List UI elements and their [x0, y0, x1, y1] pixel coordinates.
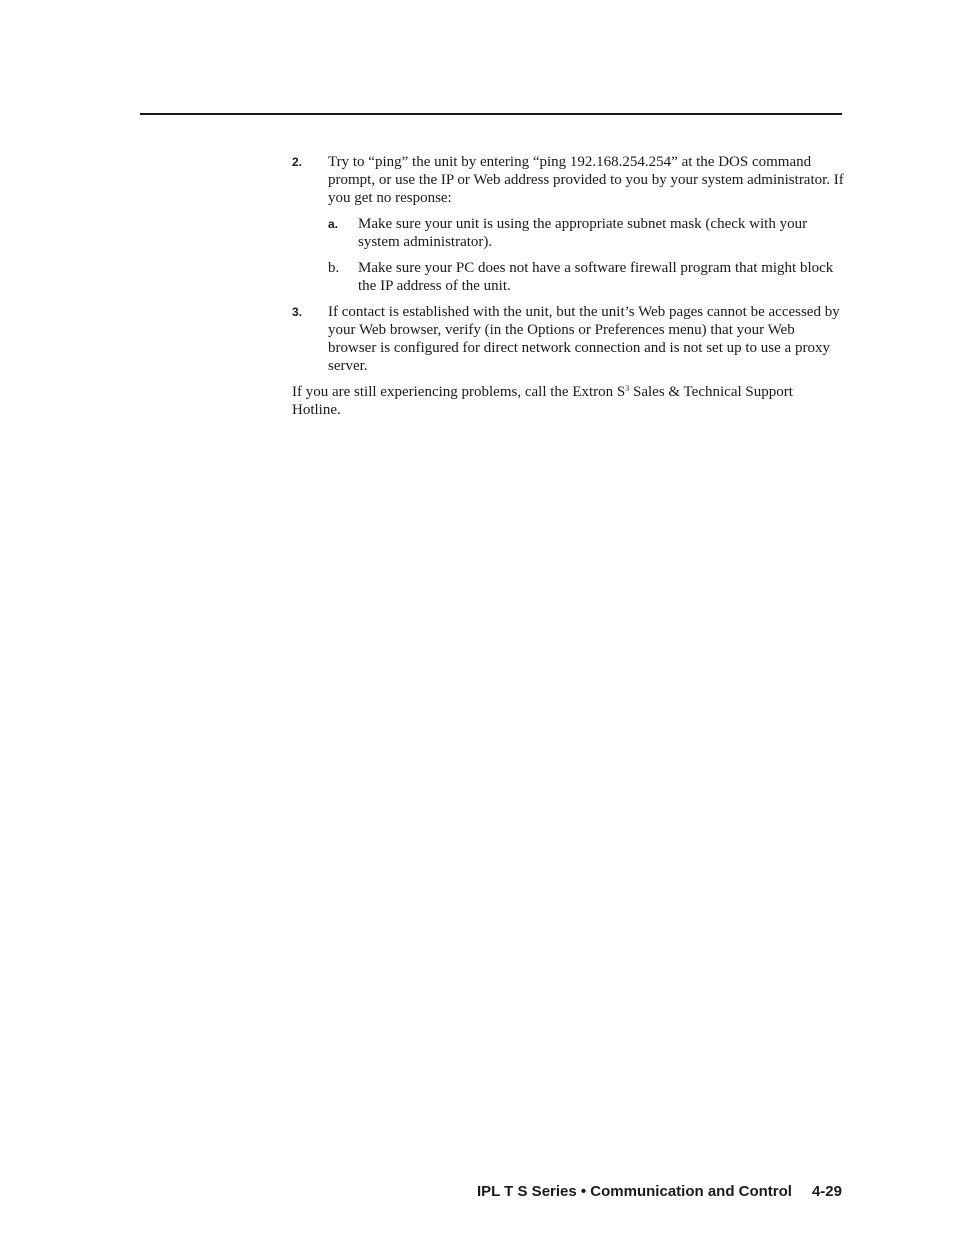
- substep-item: [328, 259, 844, 295]
- step-text: Try to “ping” the unit by entering “ping 192.168.254.254” at the DOS command prompt, or use the IP or Web address provided to you by your system administrator. If you get no response:: [328, 154, 844, 206]
- footer-title: IPL T S Series • Communication and Control: [476, 1183, 792, 1200]
- substep-text: Make sure your PC does not have a software firewall program that might block the IP address of the unit.: [358, 260, 834, 294]
- closing-superscript: 3: [625, 384, 630, 393]
- step-item: [292, 153, 844, 295]
- step-number: 3.: [292, 305, 303, 319]
- closing-text-end: Sales & Technical Support Hotline.: [292, 384, 793, 418]
- page-number: 4-29: [811, 1183, 842, 1200]
- substep-item: [328, 215, 844, 251]
- closing-text-start: If you are still experiencing problems, call the Extron S: [292, 384, 626, 400]
- substep-text: Make sure your unit is using the appropriate subnet mask (check with your system administrator).: [358, 216, 808, 250]
- closing-paragraph: [292, 383, 844, 419]
- page-footer: [477, 1183, 842, 1200]
- document-body: [292, 153, 844, 419]
- substep-letter: a.: [328, 217, 339, 231]
- header-rule: [140, 113, 842, 115]
- step-number: 2.: [292, 155, 303, 169]
- step-text: If contact is established with the unit, but the unit’s Web pages cannot be accessed by your Web browser, verify (in the Options or Preferences menu) that your Web browser is configured for direct network connection and is not set up to use a proxy server.: [328, 304, 840, 374]
- step-item: [292, 303, 844, 375]
- substep-letter: b.: [328, 260, 340, 276]
